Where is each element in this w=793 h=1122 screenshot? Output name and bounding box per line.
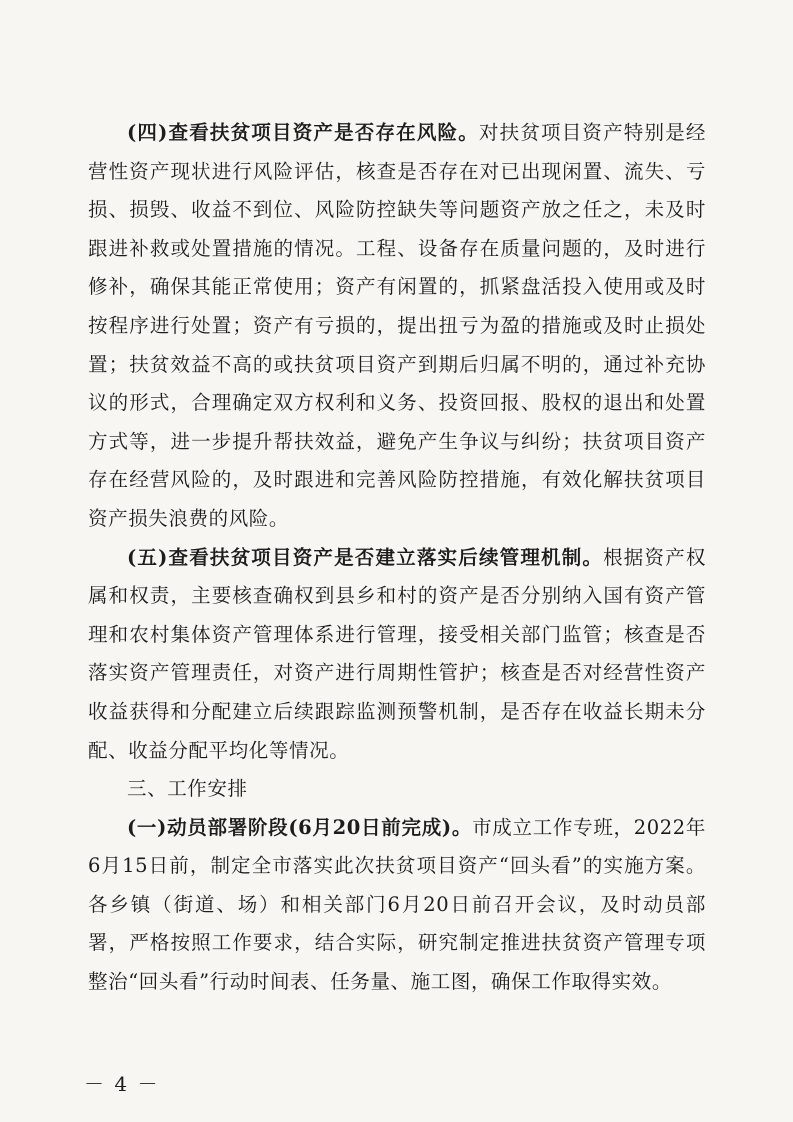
paragraph-lead: (四)查看扶贫项目资产是否存在风险。 <box>127 121 479 144</box>
paragraph-lead: (一)动员部署阶段(6月20日前完成)。 <box>127 815 473 839</box>
paragraph-text: 对扶贫项目资产特别是经营性资产现状进行风险评估，核查是否存在对已出现闲置、流失、亏损、损毁、收益不到位、风险防控缺失等问题资产放之任之，未及时跟进补救或处置措施的情况。工程、设备存在质量问题的，及时进行修补，确保其能正常使用；资产有闲置的，抓紧盘活投入使用或及时按程序进行处置；资产有亏损的，提出扭亏为盈的措施或及时止损处置；扶贫效益不高的或扶贫项目资产到期后归属不明的，通过补充协议的形式，合理确定双方权利和义务、投资回报、股权的退出和处置方式等，进一步提升帮扶效益，避免产生争议与纠纷；扶贫项目资产存在经营风险的，及时跟进和完善风险防控措施，有效化解扶贫项目资产损失浪费的风险。 <box>88 121 706 530</box>
paragraph-text: 市成立工作专班，2022年6月15日前，制定全市落实此次扶贫项目资产“回头看”的实施方案。各乡镇（街道、场）和相关部门6月20日前召开会议，及时动员部署，严格按照工作要求，结合实际，研究制定推进扶贫资产管理专项整治“回头看”行动时间表、任务量、施工图，确保工作取得实效。 <box>88 815 706 994</box>
page-number: － 4 － <box>84 1072 160 1096</box>
section-heading: 三、工作安排 <box>127 777 248 801</box>
paragraph-lead: (五)查看扶贫项目资产是否建立落实后续管理机制。 <box>127 545 604 569</box>
paragraph-mobilization <box>88 809 706 1002</box>
document-body <box>88 114 706 1002</box>
paragraph-text: 根据资产权属和权责，主要核查确权到县乡和村的资产是否分别纳入国有资产管理和农村集体资产管理体系进行管理，接受相关部门监管；核查是否落实资产管理责任，对资产进行周期性管护；核查是否对经营性资产收益获得和分配建立后续跟踪监测预警机制，是否存在收益长期未分配、收益分配平均化等情况。 <box>88 545 706 762</box>
paragraph-management-mechanism <box>88 539 706 771</box>
paragraph-risk-check <box>88 114 706 539</box>
